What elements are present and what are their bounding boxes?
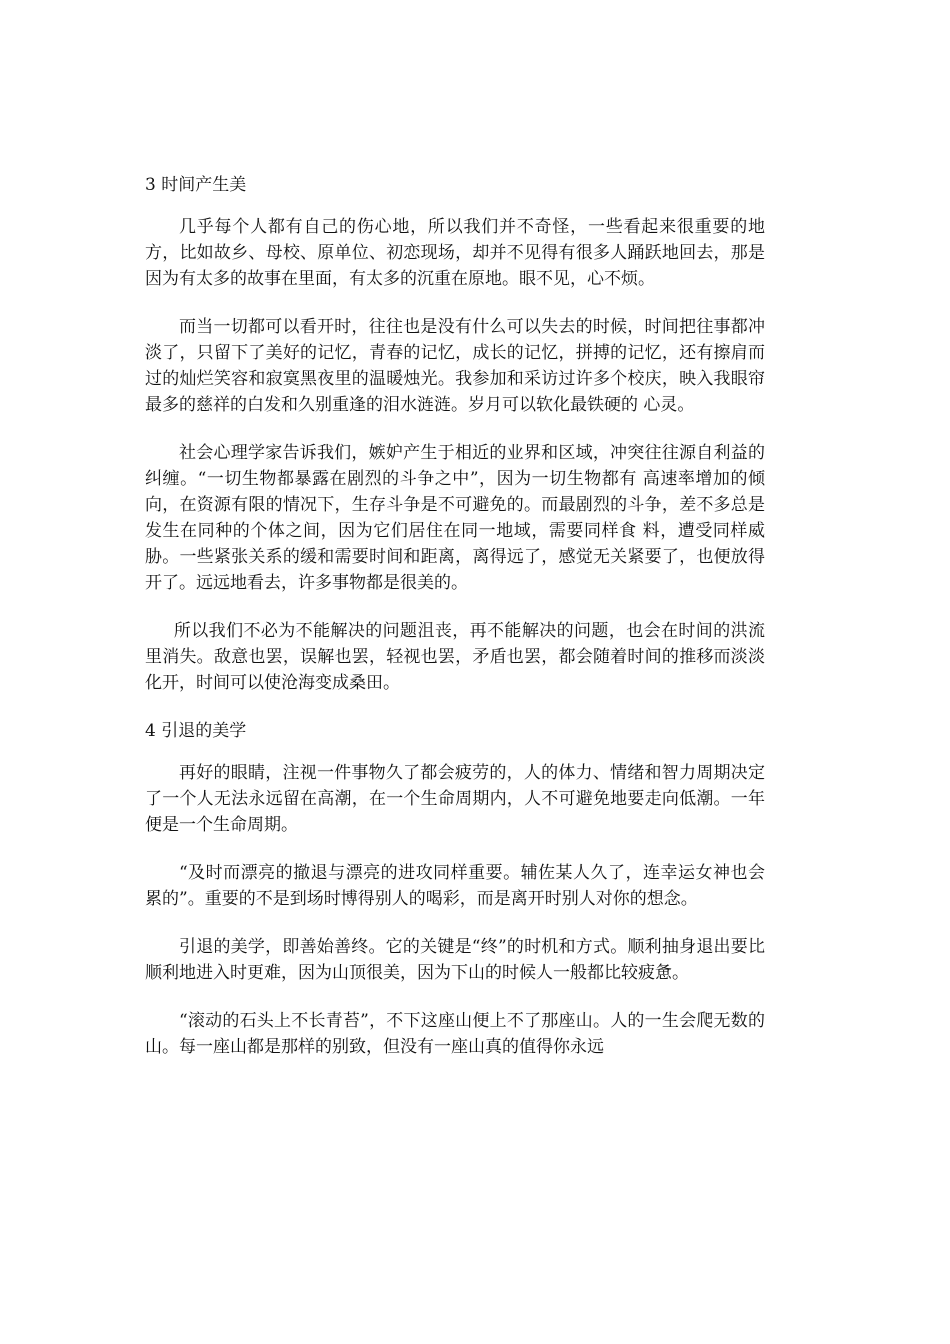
paragraph: 再好的眼睛，注视一件事物久了都会疲劳的，人的体力、情绪和智力周期决定了一个人无法永远留在高潮，在一个生命周期内，人不可避免地要走向低潮。一年便是一个生命周期。 — [145, 763, 765, 835]
paragraph: “及时而漂亮的撤退与漂亮的进攻同样重要。辅佐某人久了，连幸运女神也会累的”。重要的不是到场时博得别人的喝彩，而是离开时别人对你的想念。 — [145, 863, 765, 909]
paragraph: 所以我们不必为不能解决的问题沮丧，再不能解决的问题，也会在时间的洪流里消失。敌意也罢，误解也罢，轻视也罢，矛盾也罢，都会随着时间的推移而淡淡化开，时间可以使沧海变成桑田。 — [145, 621, 765, 693]
section-heading: 4 引退的美学 — [145, 721, 247, 741]
paragraph: 引退的美学，即善始善终。它的关键是“终”的时机和方式。顺利抽身退出要比顺利地进入时更难，因为山顶很美，因为下山的时候人一般都比较疲惫。 — [145, 937, 765, 983]
document-body — [145, 160, 765, 1082]
paragraph: 几乎每个人都有自己的伤心地，所以我们并不奇怪，一些看起来很重要的地方，比如故乡、母校、原单位、初恋现场，却并不见得有很多人踊跃地回去，那是因为有太多的故事在里面，有太多的沉重在原地。眼不见，心不烦。 — [145, 217, 765, 289]
paragraph: 社会心理学家告诉我们，嫉妒产生于相近的业界和区域，冲突往往源自利益的纠缠。“一切生物都暴露在剧烈的斗争之中”，因为一切生物都有 高速率增加的倾向，在资源有限的情况下，生存斗争是不可避免的。而最剧烈的斗争，差不多总是发生在同种的个体之间，因为它们居住在同一地域，需要同样食 料，遭受同样威胁。一些紧张关系的缓和需要时间和距离，离得远了，感觉无关紧要了，也便放得开了。远远地看去，许多事物都是很美的。 — [145, 443, 765, 593]
paragraph: 而当一切都可以看开时，往往也是没有什么可以失去的时候，时间把往事都冲淡了，只留下了美好的记忆，青春的记忆，成长的记忆，拼搏的记忆，还有擦肩而过的灿烂笑容和寂寞黑夜里的温暖烛光。我参加和采访过许多个校庆，映入我眼帘最多的慈祥的白发和久别重逢的泪水涟涟。岁月可以软化最铁硬的 心灵。 — [145, 317, 765, 415]
section-heading: 3 时间产生美 — [145, 175, 247, 195]
paragraph: “滚动的石头上不长青苔”，不下这座山便上不了那座山。人的一生会爬无数的山。每一座山都是那样的别致，但没有一座山真的值得你永远 — [145, 1011, 765, 1057]
